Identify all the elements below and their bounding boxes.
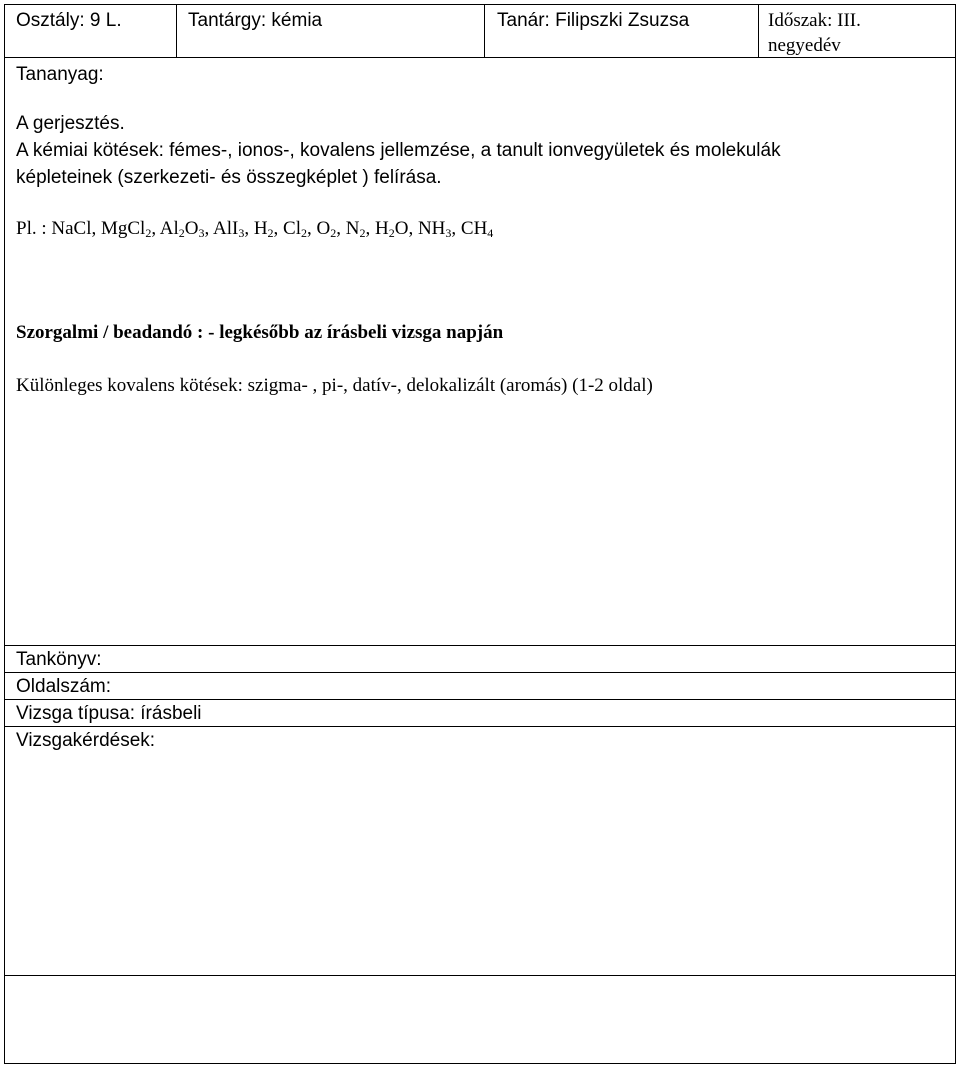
exam-questions-label: Vizsgakérdések: <box>16 730 156 751</box>
homework-heading: Szorgalmi / beadandó : - legkésőbb az írásbeli vizsga napján <box>16 322 504 343</box>
footer-divider <box>4 699 956 700</box>
homework-text: Különleges kovalens kötések: szigma- , pi-, datív-, delokalizált (aromás) (1-2 oldal) <box>16 375 653 396</box>
description-line-2: képleteinek (szerkezeti- és összegképlet ) felírása. <box>16 167 442 188</box>
header-cell-divider <box>758 4 759 57</box>
header-cell-divider <box>484 4 485 57</box>
example-prefix: Pl. : <box>16 218 52 239</box>
chemical-formula: $H_2O$ <box>374 218 409 240</box>
footer-divider <box>4 975 956 976</box>
exam-type-label: Vizsga típusa: írásbeli <box>16 703 202 724</box>
footer-divider <box>4 672 956 673</box>
header-cell-divider <box>176 4 177 57</box>
chemical-formula: $O_2$ <box>316 218 337 240</box>
textbook-label: Tankönyv: <box>16 649 102 670</box>
class-label: Osztály: 9 L. <box>16 10 122 31</box>
chemical-formula: $H_2$ <box>253 218 274 240</box>
topic-text: A gerjesztés. <box>16 113 125 134</box>
period-label-line1: Időszak: III. <box>768 10 861 31</box>
chemical-formula: $Cl_2$ <box>283 218 307 240</box>
chemical-formula: $Al_2O_3$ <box>159 218 205 240</box>
example-formulas <box>16 216 493 242</box>
chemical-formula: NaCl <box>51 218 92 239</box>
subject-label: Tantárgy: kémia <box>188 10 323 31</box>
description-line-1: A kémiai kötések: fémes-, ionos-, kovalens jellemzése, a tanult ionvegyületek és molekulák <box>16 140 781 161</box>
formula-list: NaCl, MgCl$_2$, $Al_2O_3$, AlI$_3$, $H_2$, $Cl_2$, $O_2$, $N_2$, $H_2O$, $NH_3$, $CH_4$ <box>51 218 494 240</box>
chemical-formula: MgCl$_2$ <box>100 218 152 240</box>
chemical-formula: AlI$_3$ <box>212 218 245 240</box>
teacher-label: Tanár: Filipszki Zsuzsa <box>497 10 690 31</box>
chemical-formula: $N_2$ <box>345 218 366 240</box>
pages-label: Oldalszám: <box>16 676 112 697</box>
period-label-line2: negyedév <box>768 35 841 56</box>
chemical-formula: $CH_4$ <box>460 218 494 240</box>
content-label: Tananyag: <box>16 64 104 85</box>
footer-divider <box>4 645 956 646</box>
chemical-formula: $NH_3$ <box>417 218 452 240</box>
